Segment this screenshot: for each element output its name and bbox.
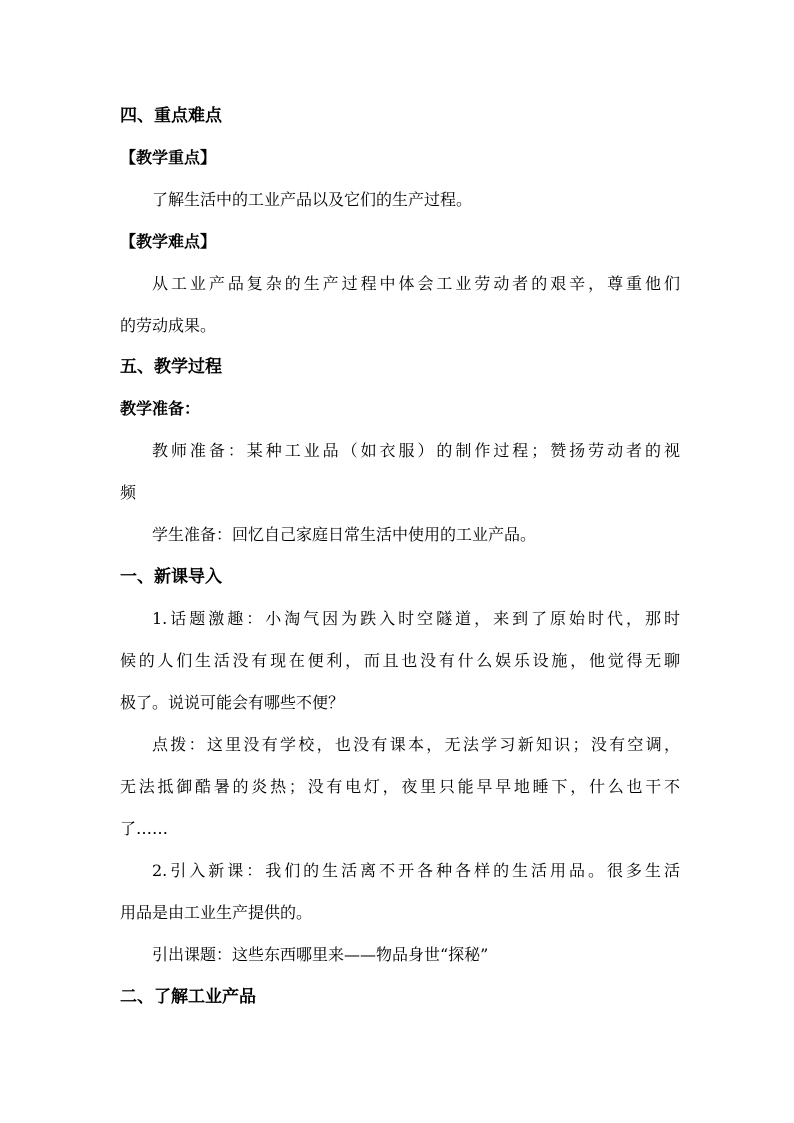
teaching-difficulty-text-line: 从工业产品复杂的生产过程中体会工业劳动者的艰辛，尊重他们 [152, 274, 680, 293]
intro-item-1-line: 极了。说说可能会有哪些不便？ [120, 693, 345, 712]
teaching-difficulty-text-line: 的劳动成果。 [120, 316, 217, 335]
intro-item-1-line: 1.话题激趣：小淘气因为跌入时空隧道，来到了原始时代，那时 [152, 609, 680, 628]
hint-text-line: 了…… [120, 819, 169, 838]
teaching-difficulty-label: 【教学难点】 [120, 232, 217, 251]
hint-text-line: 无法抵御酷暑的炎热；没有电灯，夜里只能早早地睡下，什么也干不 [120, 777, 680, 796]
intro-item-1-line: 候的人们生活没有现在便利，而且也没有什么娱乐设施，他觉得无聊 [120, 651, 680, 670]
teaching-key-text: 了解生活中的工业产品以及它们的生产过程。 [152, 190, 473, 209]
section-heading-industrial-products: 二、了解工业产品 [120, 987, 256, 1007]
hint-text-line: 点拨：这里没有学校，也没有课本，无法学习新知识；没有空调， [152, 735, 680, 754]
teaching-prep-label: 教学准备： [120, 399, 201, 418]
section-heading-key-points: 四、重点难点 [120, 106, 222, 126]
teacher-prep-line: 频 [120, 483, 137, 502]
lesson-topic-text: 引出课题：这些东西哪里来——物品身世“探秘” [152, 945, 489, 964]
section-heading-new-lesson-intro: 一、新课导入 [120, 567, 222, 587]
section-heading-teaching-process: 五、教学过程 [120, 357, 222, 377]
teaching-key-label: 【教学重点】 [120, 148, 217, 167]
student-prep-text: 学生准备：回忆自己家庭日常生活中使用的工业产品。 [152, 525, 537, 544]
intro-item-2-line: 用品是由工业生产提供的。 [120, 903, 313, 922]
intro-item-2-line: 2.引入新课：我们的生活离不开各种各样的生活用品。很多生活 [152, 861, 680, 880]
teacher-prep-line: 教师准备：某种工业品（如衣服）的制作过程；赞扬劳动者的视 [152, 441, 680, 460]
